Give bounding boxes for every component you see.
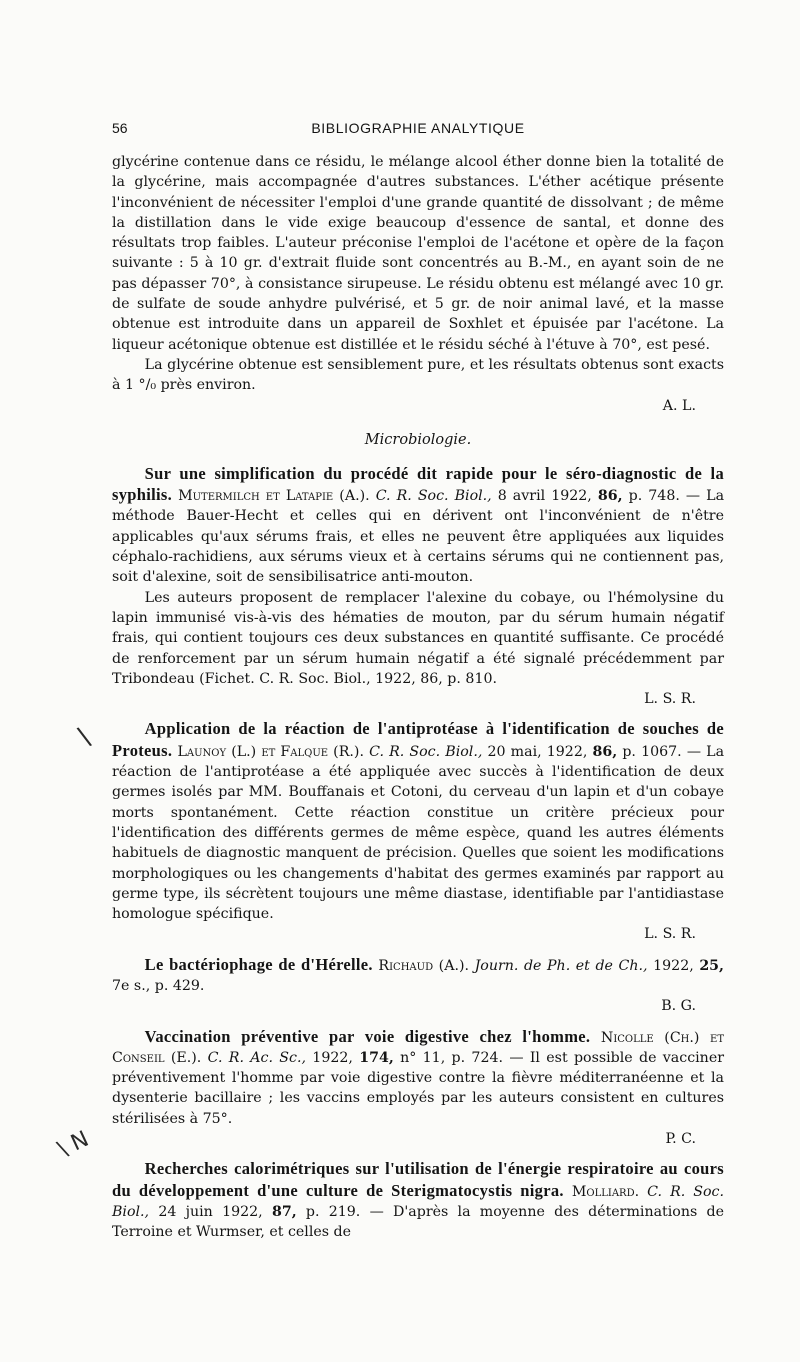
entry-journal: C. R. Soc. Biol.,	[369, 743, 483, 760]
entry-body: — La réaction de l'antiprotéase a été appliquée avec succès à l'identification de deux germes isolés par MM. Bouffanais et Cotoni, du cerveau d'un lapin et d'un cobaye morts spontanément. Cette réaction constitue un critère précieux pour l'identification des différents germes de même espèce, quand les autres éléments habituels de diagnostic manquent de précision. Quelles que soient les modifications morphologiques ou les changements d'habitat des germes examinés par rapport au germe type, ils sécrètent toujours une même diastase, identifiable par l'antidiastase homologue spécifique.	[112, 743, 725, 923]
bibliography-entry	[112, 464, 724, 588]
entry-title: Recherches calorimétriques sur l'utilisation de l'énergie respiratoire au cours du développement d'une culture de Sterigmatocystis nigra.	[112, 1159, 724, 1200]
entry-date: 1922,	[653, 957, 694, 974]
entry-title: Vaccination préventive par voie digestive chez l'homme.	[144, 1026, 591, 1046]
bibliography-entry	[112, 955, 724, 997]
entry-volume: 86,	[597, 488, 623, 505]
entry-signoff: B. G.	[661, 998, 696, 1015]
bibliography-entry	[112, 1159, 724, 1242]
margin-annotation: \ N	[54, 1126, 93, 1163]
entry-body: — La méthode Bauer-Hecht et celles qui en dérivent ont l'inconvénient de n'être applicables qu'aux sérums frais, et elles ne peuvent être appliquées aux liquides céphalo-rachidiens, aux sérums vieux et à certains sérums qui ne contiennent pas, soit d'alexine, soit de sensibilisatrice anti-mouton.	[112, 488, 725, 586]
entry-body-paragraph: Les auteurs proposent de remplacer l'alexine du cobaye, ou l'hémolysine du lapin immunisé vis-à-vis des hématies de mouton, par du sérum humain négatif frais, qui contient toujours ces deux substances en quantité suffisante. Ce procédé de renforcement par un sérum humain négatif a été signalé précédemment par Tribondeau (Fichet. C. R. Soc. Biol., 1922, 86, p. 810.	[112, 589, 724, 687]
entry-date: 24 juin 1922,	[158, 1203, 263, 1220]
intro-signoff: A. L.	[662, 397, 696, 414]
intro-paragraph: glycérine contenue dans ce résidu, le mélange alcool éther donne bien la totalité de la glycérine, mais accompagnée d'autres substances. L'éther acétique présente l'inconvénient de nécessiter l'emploi d'une grande quantité de dissolvant ; de même la distillation dans le vide exige beaucoup d'essence de santal, et donne des résultats trop faibles. L'auteur préconise l'emploi de l'acétone et opère de la façon suivante : 5 à 10 gr. d'extrait fluide sont concentrés au B.-M., en ayant soin de ne pas dépasser 70°, à consistance sirupeuse. Le résidu obtenu est mélangé avec 10 gr. de sulfate de soude anhydre pulvérisé, et 5 gr. de noir animal lavé, et la masse obtenue est introduite dans un appareil de Soxhlet et épuisée par l'acétone. La liqueur acétonique obtenue est distillée et le résidu séché à l'étuve à 70°, est pesé.	[112, 154, 724, 353]
running-head	[112, 120, 724, 142]
entry-signoff: P. C.	[665, 1131, 696, 1148]
bibliography-entry	[112, 719, 724, 924]
entry-title: Le bactériophage de d'Hérelle.	[144, 954, 373, 974]
entry-title: Application de la réaction de l'antiprotéase à l'identification de souches de Proteus.	[112, 719, 724, 760]
entry-journal: C. R. Ac. Sc.,	[207, 1049, 306, 1066]
entry-pages: 7e s., p. 429.	[112, 977, 205, 994]
entry-volume: 86,	[592, 743, 618, 760]
entry-body: — Il est possible de vacciner préventivement l'homme par voie digestive contre la fièvre méditerranéenne et la dysenterie bacillaire ; les vaccins employés par les auteurs consistent en cultures stérilisées à 75°.	[112, 1049, 724, 1127]
entry-pages: p. 748.	[628, 488, 680, 505]
section-heading: Microbiologie.	[364, 431, 472, 448]
intro-paragraph-2: La glycérine obtenue est sensiblement pure, et les résultats obtenus sont exacts à 1 °/₀ près environ.	[112, 356, 724, 394]
entry-pages: n° 11, p. 724.	[400, 1049, 504, 1066]
entry-authors: Nicolle (Ch.) et Conseil (E.).	[112, 1029, 724, 1066]
document-page	[112, 120, 724, 1243]
entry-body: — D'après la moyenne des déterminations de Terroine et Wurmser, et celles de	[112, 1203, 724, 1241]
entry-signoff: L. S. R.	[644, 691, 696, 708]
entry-volume: 174,	[359, 1049, 394, 1066]
entry-date: 1922,	[312, 1049, 353, 1066]
entry-date: 20 mai, 1922,	[487, 743, 588, 760]
entry-authors: Richaud (A.).	[378, 957, 470, 974]
entry-authors: Molliard.	[571, 1183, 640, 1200]
entry-signoff: L. S. R.	[644, 926, 696, 943]
entry-authors: Mutermilch et Latapie (A.).	[178, 488, 370, 505]
bibliography-entry	[112, 1027, 724, 1129]
entry-journal: Journ. de Ph. et de Ch.,	[474, 957, 648, 974]
entry-volume: 25,	[699, 957, 724, 974]
entry-pages: p. 219.	[305, 1203, 361, 1220]
running-title: BIBLIOGRAPHIE ANALYTIQUE	[311, 120, 525, 136]
margin-annotation: \	[75, 721, 94, 753]
page-number: 56	[112, 120, 128, 136]
entry-journal: C. R. Soc. Biol.,	[375, 488, 492, 505]
entry-pages: p. 1067.	[622, 743, 682, 760]
entry-journal: C. R. Soc. Biol.,	[112, 1183, 725, 1220]
entry-authors: Launoy (L.) et Falque (R.).	[177, 743, 364, 760]
entry-volume: 87,	[271, 1203, 297, 1220]
entry-date: 8 avril 1922,	[497, 488, 592, 505]
entry-title: Sur une simplification du procédé dit rapide pour le séro-diagnostic de la syphilis.	[112, 463, 724, 505]
